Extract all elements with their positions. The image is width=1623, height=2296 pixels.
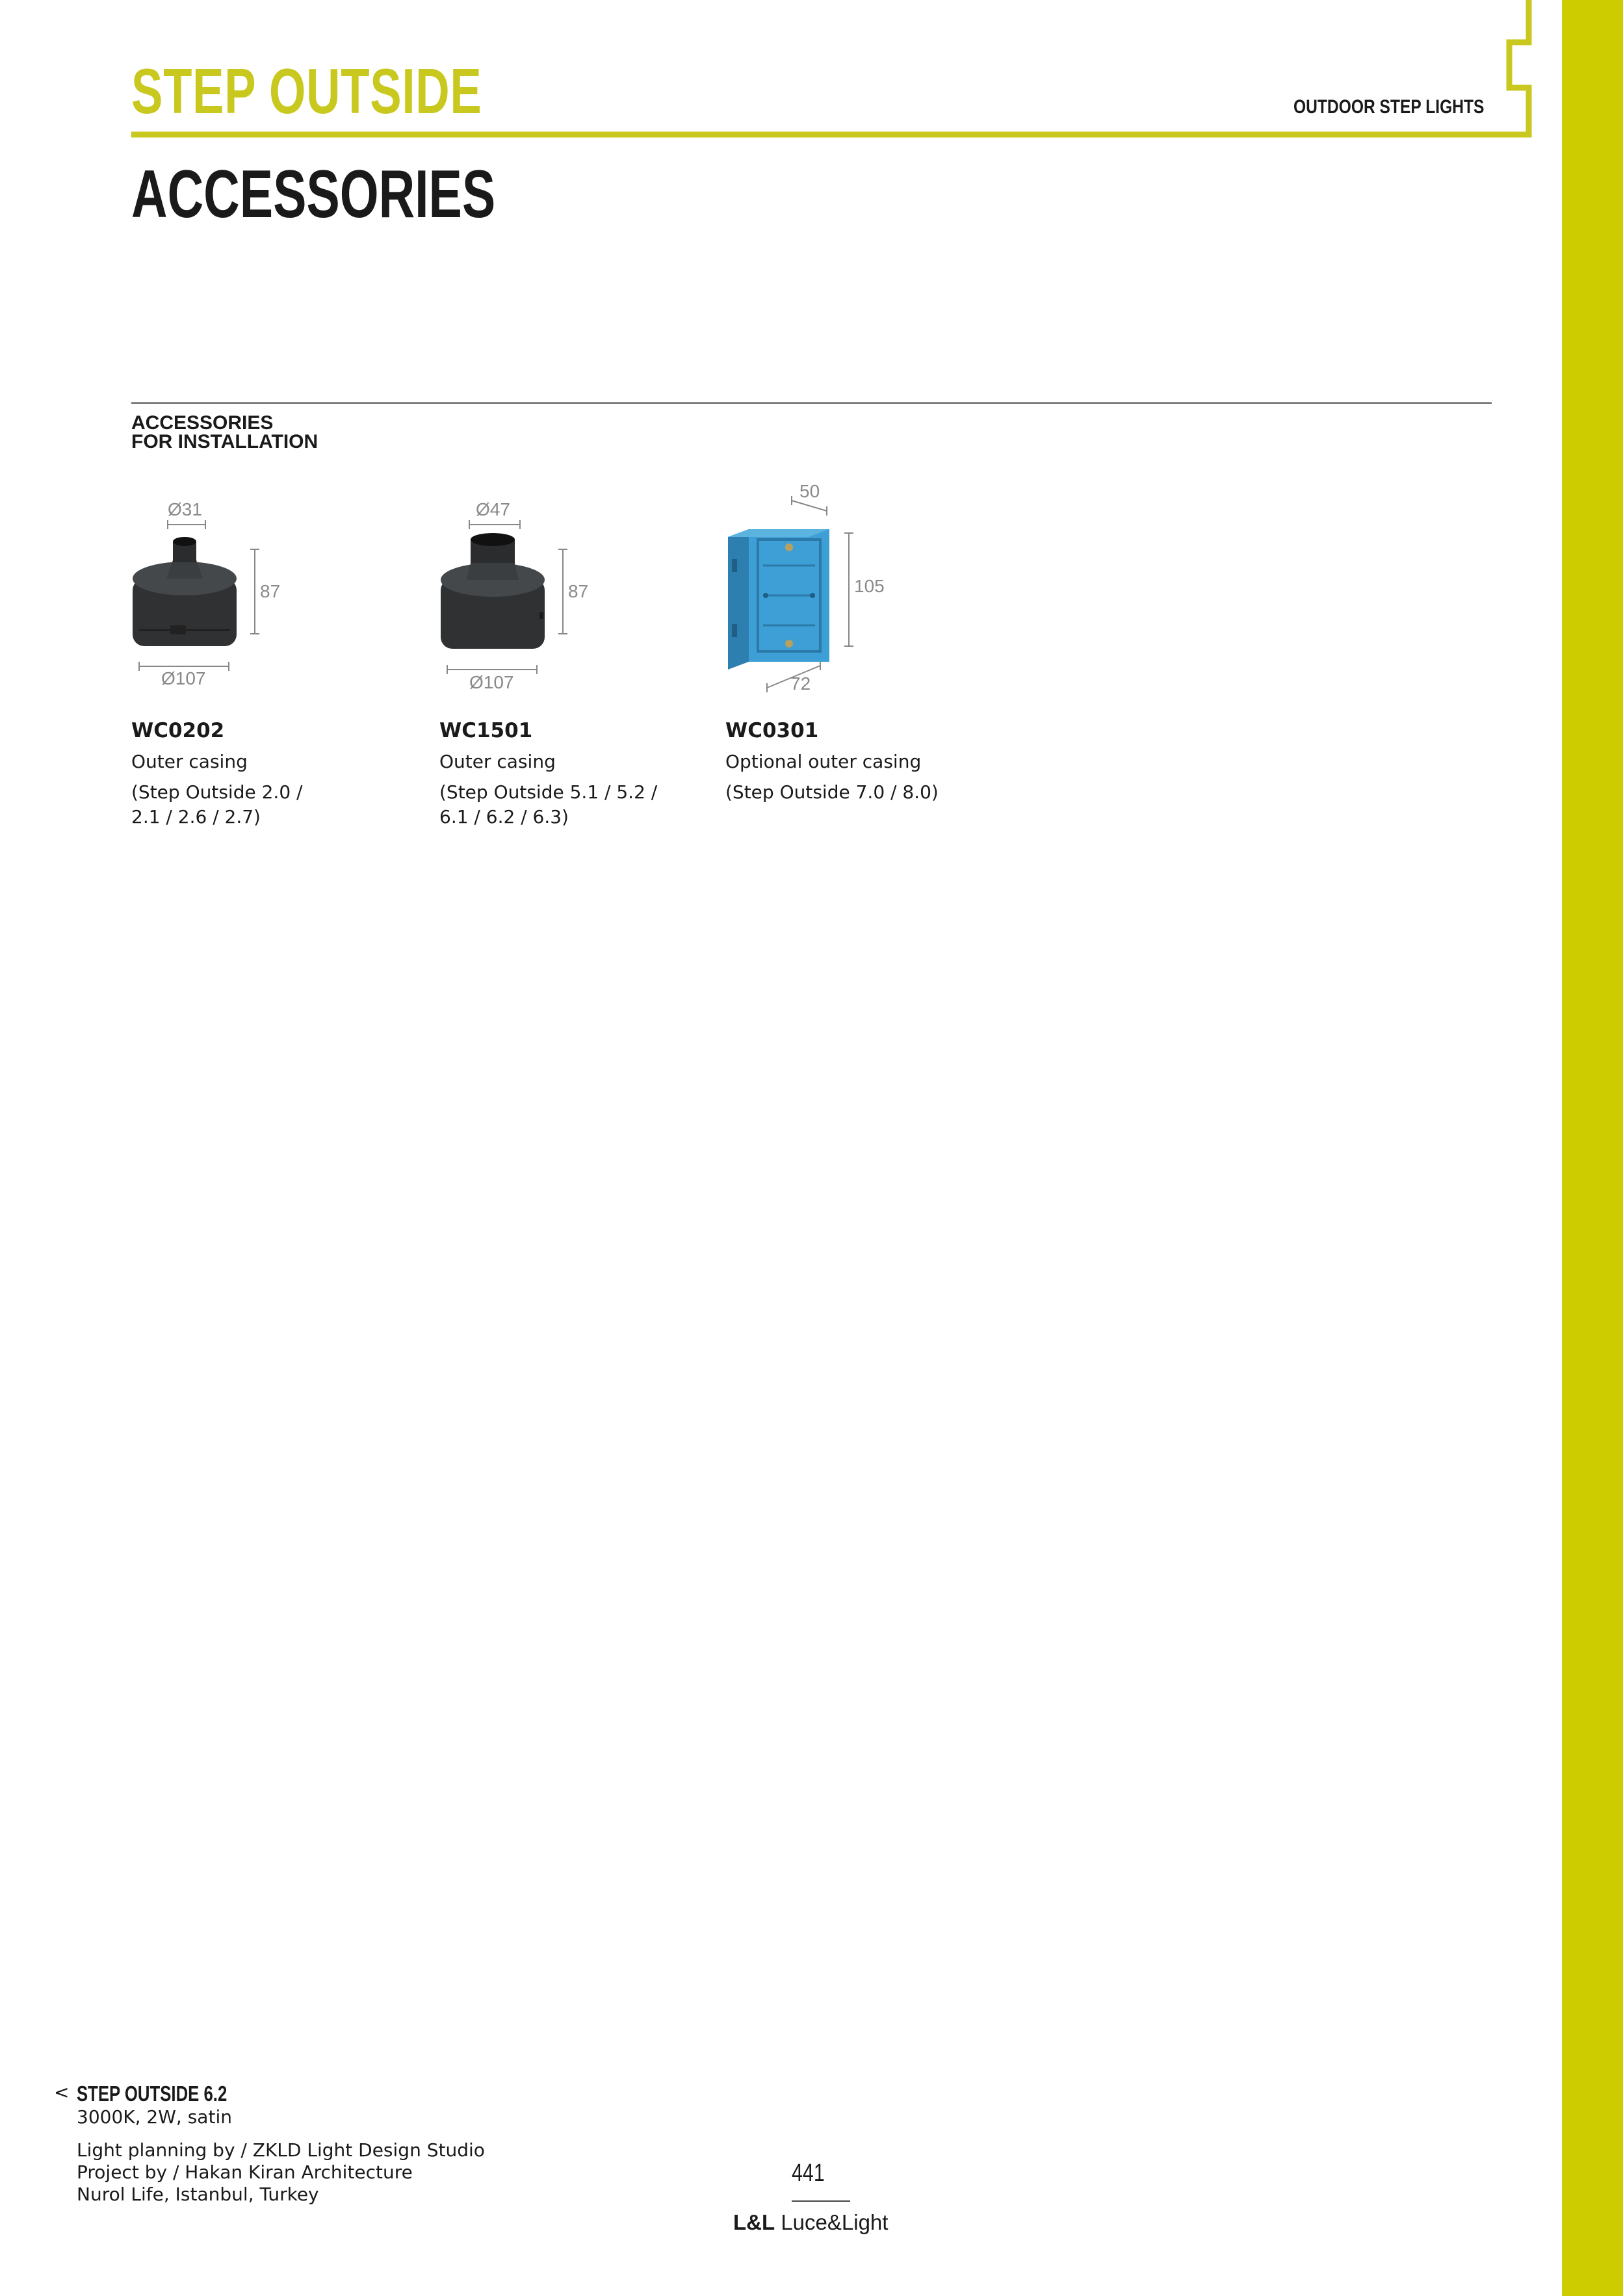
page-title: ACCESSORIES [131, 157, 496, 232]
brand-logo [733, 2210, 888, 2235]
dimension-height: 87 [568, 581, 589, 601]
product-figure [718, 475, 991, 696]
page-number: 441 [792, 2159, 825, 2187]
dimension-width: 72 [790, 673, 811, 694]
credit-line-2: Project by / Hakan Kiran Architecture [77, 2161, 413, 2183]
dimension-height: 87 [260, 581, 281, 601]
logo-mark: L&L [733, 2210, 775, 2234]
product-figure [123, 475, 396, 696]
section-divider [131, 402, 1492, 404]
product-compat-line1: (Step Outside 2.0 / [131, 781, 303, 803]
product-compat-line1: (Step Outside 7.0 / 8.0) [725, 781, 939, 803]
product-figure [432, 475, 705, 696]
product-name: Outer casing [439, 751, 556, 772]
caption-title: STEP OUTSIDE 6.2 [77, 2081, 227, 2106]
section-heading-line1: ACCESSORIES [131, 412, 274, 434]
section-heading [131, 413, 318, 451]
product-code: WC0301 [725, 719, 819, 742]
accent-side-bar [1562, 0, 1623, 2296]
product-card-wc0202 [123, 475, 396, 828]
product-card-wc1501 [432, 475, 705, 828]
page-number-rule [792, 2200, 850, 2202]
product-name: Outer casing [131, 751, 248, 772]
dimension-depth: 50 [799, 481, 820, 501]
dimension-bottom: Ø107 [469, 672, 514, 692]
product-compat-line1: (Step Outside 5.1 / 5.2 / [439, 781, 658, 803]
product-name: Optional outer casing [725, 751, 922, 772]
brand-title: STEP OUTSIDE [131, 55, 482, 127]
dimension-top: Ø31 [168, 499, 202, 519]
chevron-left-icon[interactable]: < [54, 2081, 70, 2103]
caption-spec: 3000K, 2W, satin [77, 2106, 232, 2128]
category-label: OUTDOOR STEP LIGHTS [1293, 96, 1485, 118]
credit-line-1: Light planning by / ZKLD Light Design Studio [77, 2139, 485, 2161]
dimension-bottom: Ø107 [161, 668, 206, 688]
dimension-height: 105 [854, 576, 885, 596]
logo-text: Luce&Light [775, 2210, 889, 2234]
product-card-wc0301 [718, 475, 991, 803]
credit-line-3: Nurol Life, Istanbul, Turkey [77, 2184, 319, 2205]
product-code: WC1501 [439, 719, 533, 742]
dimension-top: Ø47 [476, 499, 510, 519]
product-code: WC0202 [131, 719, 225, 742]
product-compat-line2: 2.1 / 2.6 / 2.7) [131, 806, 261, 828]
product-compat-line2: 6.1 / 6.2 / 6.3) [439, 806, 569, 828]
section-heading-line2: FOR INSTALLATION [131, 431, 318, 452]
